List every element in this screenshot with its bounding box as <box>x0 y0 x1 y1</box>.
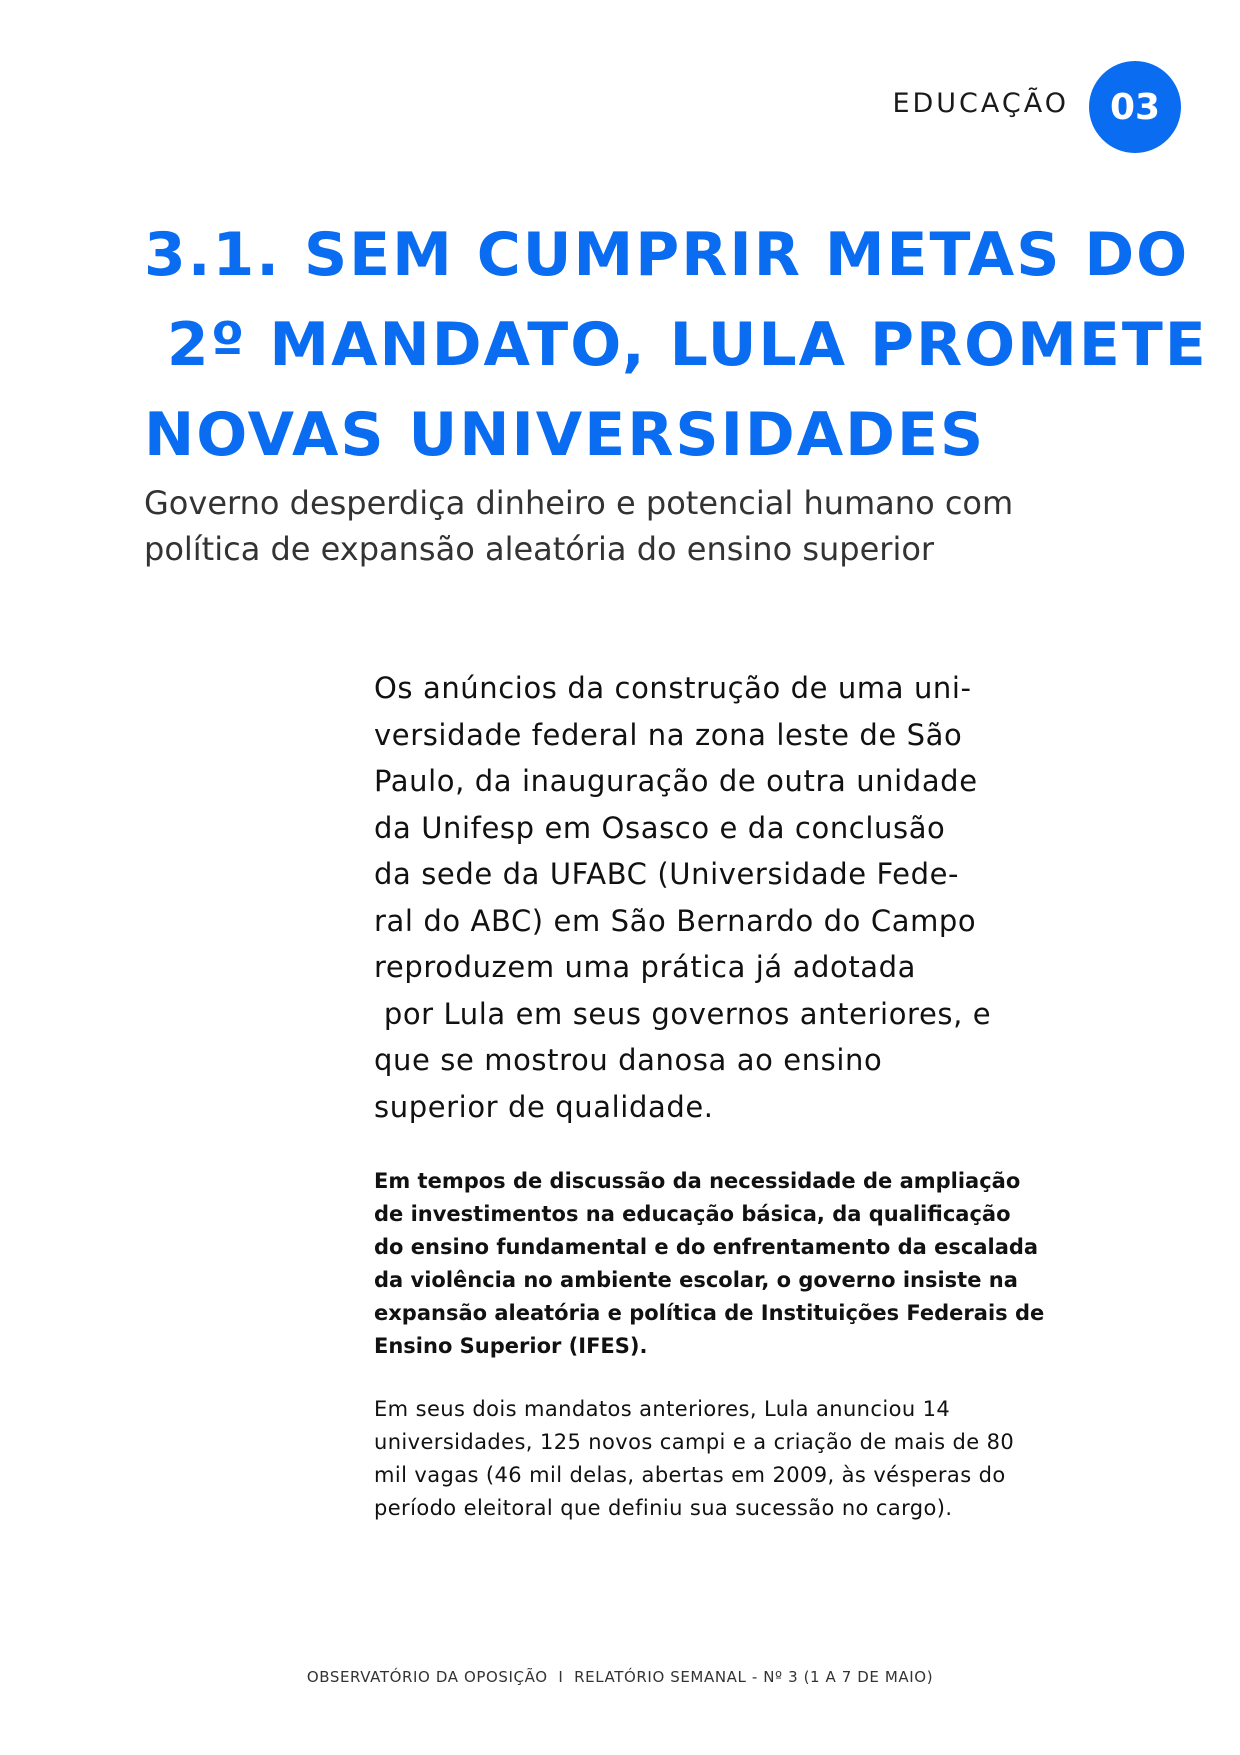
bold-paragraph-line: expansão aleatória e política de Instituições Federais de <box>374 1301 1045 1325</box>
bold-paragraph-line: da violência no ambiente escolar, o governo insiste na <box>374 1268 1018 1292</box>
bold-paragraph-line: Ensino Superior (IFES). <box>374 1334 648 1358</box>
lead-paragraph <box>374 665 1134 1130</box>
lead-line: Paulo, da inauguração de outra unidade <box>374 764 978 798</box>
section-label: EDUCAÇÃO <box>892 87 1069 119</box>
body-paragraph-line: Em seus dois mandatos anteriores, Lula anunciou 14 <box>374 1397 951 1421</box>
body-paragraph-line: período eleitoral que definiu sua sucessão no cargo). <box>374 1496 953 1520</box>
article-subtitle <box>144 480 1104 572</box>
lead-line: que se mostrou danosa ao ensino <box>374 1043 883 1077</box>
bold-paragraph-line: de investimentos na educação básica, da qualificação <box>374 1202 1011 1226</box>
subtitle-line: Governo desperdiça dinheiro e potencial humano com <box>144 484 1014 522</box>
title-line: 3.1. SEM CUMPRIR METAS DO <box>144 220 1190 290</box>
lead-line: da Unifesp em Osasco e da conclusão <box>374 810 946 845</box>
lead-line: Os anúncios da construção de uma uni- <box>374 671 972 705</box>
page-footer: OBSERVATÓRIO DA OPOSIÇÃO I RELATÓRIO SEMANAL - Nº 3 (1 A 7 DE MAIO) <box>306 1668 934 1686</box>
bold-paragraph-line: do ensino fundamental e do enfrentamento da escalada <box>374 1235 1039 1259</box>
bold-paragraph <box>374 1165 1134 1363</box>
bold-paragraph-line: Em tempos de discussão da necessidade de ampliação <box>374 1169 1021 1193</box>
lead-line: versidade federal na zona leste de São <box>374 717 963 752</box>
body-paragraph-line: universidades, 125 novos campi e a criação de mais de 80 <box>374 1430 1015 1454</box>
lead-line: por Lula em seus governos anteriores, e <box>374 996 992 1031</box>
article-title <box>144 210 1208 480</box>
lead-line: reproduzem uma prática já adotada <box>374 950 917 984</box>
subtitle-line: política de expansão aleatória do ensino superior <box>144 530 935 568</box>
lead-line: superior de qualidade. <box>374 1089 714 1124</box>
title-line: 2º MANDATO, LULA PROMETE <box>144 310 1208 380</box>
body-paragraph <box>374 1393 1134 1525</box>
lead-line: ral do ABC) em São Bernardo do Campo <box>374 903 977 938</box>
lead-line: da sede da UFABC (Universidade Fede- <box>374 857 960 891</box>
body-paragraph-line: mil vagas (46 mil delas, abertas em 2009, às vésperas do <box>374 1463 1006 1487</box>
section-header <box>892 57 1181 157</box>
section-number-badge: 03 <box>1089 61 1181 153</box>
title-line: NOVAS UNIVERSIDADES <box>144 400 986 470</box>
